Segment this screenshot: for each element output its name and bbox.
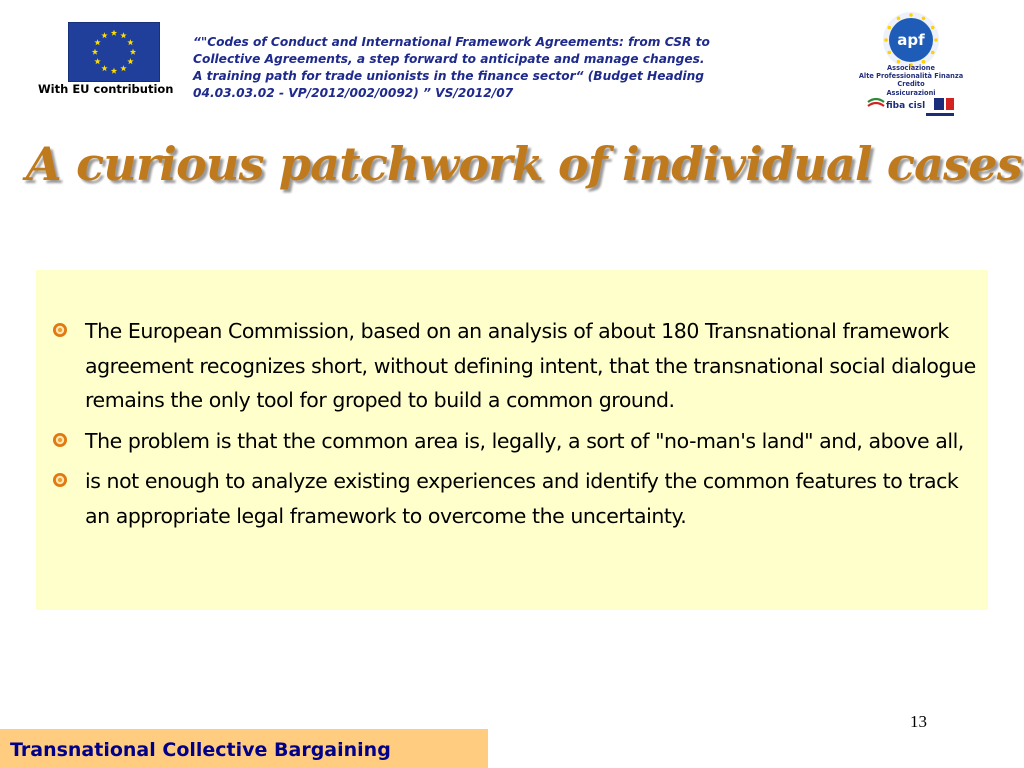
- bullet-text: The European Commission, based on an analysis of about 180 Transnational framework agreement recognizes short, without defining intent, that the transnational social dialogue remains the only tool for groped to build a common ground.: [85, 319, 976, 412]
- apf-caption-line: Associazione: [887, 64, 935, 72]
- slide-title: A curious patchwork of individual cases: [26, 137, 1022, 191]
- project-line: “"Codes of Conduct and International Framework Agreements: from CSR to: [193, 35, 710, 49]
- bullet-item: [52, 424, 987, 459]
- eu-contribution-caption: With EU contribution: [38, 82, 174, 96]
- bullet-text: The problem is that the common area is, legally, a sort of "no-man's land" and, above all,: [85, 428, 964, 453]
- apf-logo-caption: [854, 64, 968, 97]
- project-line: A training path for trade unionists in the finance sector“ (Budget Heading: [193, 69, 705, 83]
- orange-ring-bullet-icon: [52, 322, 68, 338]
- apf-mark-text: apf: [897, 31, 925, 49]
- bullet-text: is not enough to analyze existing experiences and identify the common features to track an appropriate legal framework to overcome the uncertainty.: [85, 469, 959, 528]
- orange-ring-bullet-icon: [52, 432, 68, 448]
- bullet-item: [52, 314, 987, 418]
- eu-flag-icon: [68, 22, 160, 82]
- footer-label: Transnational Collective Bargaining: [0, 729, 488, 768]
- apf-caption-line: Alte Professionalità Finanza: [858, 72, 964, 81]
- fiba-cisl-logo-icon: [866, 96, 956, 120]
- apf-caption-line: Assicurazioni: [886, 88, 936, 97]
- project-line: Collective Agreements, a step forward to anticipate and manage changes.: [193, 52, 705, 66]
- apf-caption-line: Credito: [897, 80, 925, 89]
- project-description: [193, 34, 793, 102]
- bullet-item: [52, 464, 987, 533]
- orange-ring-bullet-icon: [52, 472, 68, 488]
- project-line: 04.03.03.02 - VP/2012/002/0092) ” VS/2012/07: [193, 86, 514, 100]
- page-number: 13: [910, 712, 927, 731]
- fiba-text: fiba cisl: [886, 101, 926, 111]
- bullet-list: [52, 314, 987, 539]
